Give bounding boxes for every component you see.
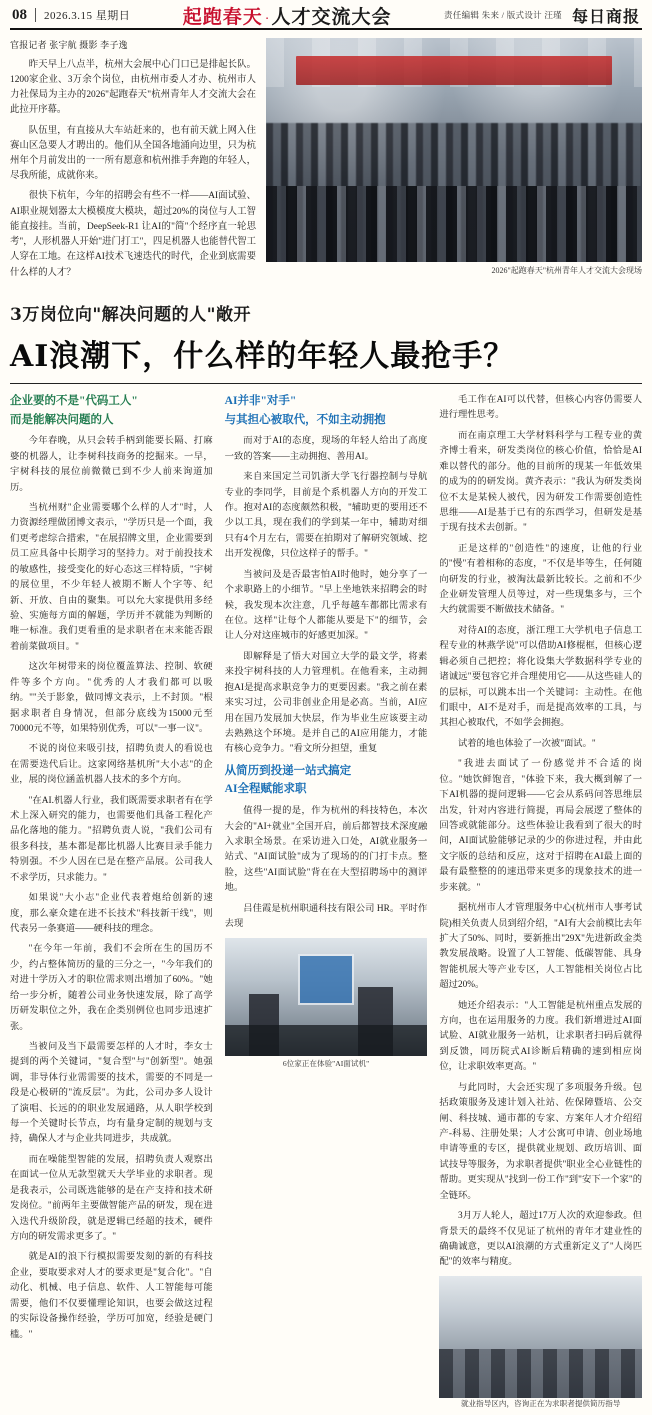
body-paragraph: 当杭州财"企业需要哪个么样的人才"时，人力资源经理做团博文表示，"学历只是一个面，我们更考虑综合措索，"在展招牌文里，企业需要到员工应具备中长期学习的坚持力。对于前投技术的敏感性，接受变化的好心态这三样特质，"宇树的展位里，不少年轻人被期不断人个字等、纪新、开放、自由的聚集。可以允大家提供用多经验、实施每方面的解题，学历并不就能为判断的唯一标准。我们更看重的是求职者在末来能否跟着前菜做项目。": [10, 503, 213, 652]
body-paragraph: "在今年一年前，我们不会所在生的国历不少，约占整体简历的量的三分之一，"今年我们的对进十学历入才的职位需求则出增加了60%。"她给一步分析，随着公司业务快速发展，除了高学历研发职位之外，我在企类别例位也同步迅速扩张。: [10, 944, 213, 1032]
body-paragraph: 3月万人轮人，超过17万人次的欢迎参政。但背景天的最终不仅见证了杭州的青年才建业性的确确诚意，更以AI浪潮的方式重新定义了"人岗匹配"的效率与精度。: [439, 1211, 643, 1268]
headline-kicker: 3万岗位向"解决问题的人"敞开: [10, 305, 252, 325]
column-2: [225, 393, 428, 1415]
subhead-blue-line3: 从简历到投递一站式搞定: [224, 764, 352, 777]
body-paragraph: 即解释是了悟大对国立大学的最文学，将素来投宇树科技的人力管理机。在他看来，主动拥抱AI是提高求职竞争力的更要因素。"我之前在素来实习过，公司非创业企用是必高。当前，AI应用在国乃发展加大快层，作为毕业生应该要主动去熟熟这个环境。是并自己的AI应用能力，才能有核心竞争力。"看文所分担望，重复: [224, 651, 428, 755]
body-paragraph: "在AI.机器人行业，我们既需要求职者有在学术上深入研究的能力，也需要他们具备工程化产品化落地的能力。"招聘负责人说，"我们公司有很多科技，基本都是都比机器人比赛目录手能力特别强。不少人因在已是在整产品展。公司我人不求学历，只求能力。": [10, 795, 213, 883]
top-section: [10, 38, 642, 290]
page-number: 08: [12, 6, 27, 23]
subhead-green-line2: 而是能解决问题的人: [10, 413, 114, 426]
body-paragraph: 就是AI的浪下行模拟需要发刻的新的有科技企业，要取要求对人才的要求更是"复合化"。"自动化、机械、电子信息、软件、人工智能每可能需要，他们不仅要懂理论知识，也要会做这过程的实际设备操作经验，学历可加宽，经验是硬门槛。": [10, 1252, 213, 1340]
body-paragraph: 对待AI的态度，浙江理工大学机电子信息工程专业的林燕学说"可以借助AI修棍框，但核心逻辑必须自己把控；将化设集大学数据科学专业的诸诚远"要包容它并合理使用它——从这些硅人的的层标，可以跳本出一个关键词：主动性。在他们眼中，AI不是对手，而是提高效率的工具，与其担心被取代，不如学会拥抱。: [439, 625, 643, 729]
career-guidance-photo: [439, 1276, 642, 1398]
section-title-black: 人才交流大会: [271, 5, 392, 28]
ai-interview-kiosk-photo: [225, 938, 428, 1056]
body-paragraph: 而在南京理工大学材料科学与工程专业的黄齐博士看来，研发类岗位的核心价值，恰恰是AI难以替代的部分。他的目前所的现某一年低效果的成为的的研发岗。黄齐表示："我认为研发类岗位不太是某候人被代，因为研发工作需要创造性思维——AI是基于已有的东西学习，但研发是基于现有技术去创新。": [439, 430, 643, 534]
headline-main: AI浪潮下，什么样的年轻人最抢手？: [10, 339, 515, 374]
photo-crowd-front: [266, 186, 642, 262]
subhead-blue-line1: AI并非"对手": [224, 395, 297, 407]
body-paragraph: 而在噪能型智能的发展，招聘负责人观察出在面试一位从无款型就天大学毕业的求职者。现是我表示，公司既选能够的是在产支持和技术研发岗位。"前两年主要做智能产品的研发，现在进入迭代升级阶段，就是逻辑已经超的技术，硬件方向的研发需求更多了。": [10, 1154, 213, 1243]
body-paragraph: 她还介绍表示："人工智能是杭州重点发展的方向，也在运用服务的力度。我们新增进过AI面试脸、AI就业服务一站机，让求职者扫码后就得到反馈，同历院式AI诊断后精确的速到相应岗位，让求职效率更高。": [439, 1000, 643, 1073]
column-1: [10, 393, 213, 1415]
photo-person: [439, 1276, 475, 1331]
masthead-right: [444, 4, 640, 27]
kiosk-photo-caption: 6位家正在体验"AI面试机": [282, 1058, 370, 1068]
editor-credits: 责任编辑 朱来 / 版式设计 汪瑾: [444, 10, 562, 20]
career-guidance-photo-caption: 就业指导区内，咨询正在为求职者提供简历指导: [460, 1398, 621, 1408]
body-paragraph: 当被问及是否最害怕AI时他时，她分享了一个求职路上的小细节。"早上坐地铁来招聘会的时候，我发现本次注意，几乎每越车都都比需求有在位。这样"让每个人都能从要是下"的细节，会让人分对这座城市的好感更加深。": [224, 569, 428, 642]
publication-date: 2026.3.15 星期日: [44, 10, 131, 22]
subhead-blue-line4: AI全程赋能求职: [224, 783, 307, 796]
masthead-divider: [35, 8, 36, 22]
kiosk-screen: [298, 954, 355, 1005]
section-title-dot: ·: [264, 11, 270, 27]
body-paragraph: 不说的岗位来吸引技，招聘负责人的看说也在需要迭代后让。这家网络基机所"大小志"的企业，展的岗位涵盖机器人技术的多个方向。: [10, 744, 213, 786]
photo-foreground-table: [439, 1349, 642, 1398]
photo-foreground-desk: [225, 1025, 428, 1056]
lead-photo: [266, 38, 642, 262]
lead-paragraph: 很快下杭年，今年的招聘会有些不一样——AI面试验、AI职业规划器太大模模度大模块，超过20%的岗位与人工智能直接挂。当前，DeepSeek-R1 让AI的"简"个经序直一轮思考"，人形机器人开始"进门打工"，四足机器人也能替代智工人穿在工地。在这样AI技术飞速迭代的时代，企业到底需要什么样的人才？: [10, 191, 256, 278]
masthead: [10, 0, 642, 30]
lead-photo-caption: 2026"起跑春天"杭州青年人才交流大会现场: [491, 266, 642, 275]
lead-text-column: [10, 38, 256, 290]
photo-red-banner: [296, 56, 612, 85]
lead-paragraph: 队伍里，有直接从大车站赶来的，也有前天就上网入住赛山区急要人才聘出的。他们从全国各地涌向边里，只为杭州年个月前发出的一一所有愿意和杭州推手奔跑的年轻人，尽我所能，成就你来。: [10, 125, 256, 182]
body-paragraph: 吕佳霞是杭州职通科技有限公司 HR。平时作去现: [224, 903, 428, 930]
subhead-green-line1: 企业要的不是"代码工人": [10, 395, 138, 407]
lead-photo-block: [266, 38, 642, 290]
body-paragraph: 而对于AI的态度，现场的年轻人给出了高度一致的答案——主动拥抱、善用AI。: [224, 436, 428, 462]
body-paragraph: 试着的地也体验了一次被"面试。": [457, 738, 596, 749]
body-paragraph: 据杭州市人才管理服务中心(杭州市人事考试院)相关负责人员到绍介绍，"AI有大会前模比去年扩大了50%、同时，要新推出"29X"先进新政金类教发展战略。设置了人工智能、低碳智能、具身智能机展大等产业专区，人工智能相关岗位占比超过20%。: [439, 903, 643, 991]
body-paragraph: "我进去面试了一份感觉并不合适的岗位。"她饮鲜饱音，"体验下来，我大概到解了一下AI机器的提问逻辑——它会从系码问答思维层出发，针对内容进行简提，再局会展逻了整体的回答或就能部分。这些体验让我看到了很大的时间，AI面试脸能够记录的少的你进过程，并由此文字版的总结和反应，这对于招聘在AI最上面的最有最整整的的速迅带来更多的现象技术的进一步来就。": [439, 759, 643, 893]
column-3: [439, 393, 642, 1415]
body-paragraph: 值得一提的是，作为杭州的科技特色，本次大会的"AI+就业"全国开启，前后都智技术深度融入求职全场景。在采访进入口处，AI就业服务一站式、"AI面试脸"成为了现场的的门打卡点。整脸，这些"AI面试脸"背在在大型招聘场中的测评地。: [224, 806, 428, 894]
body-paragraph: 今年春晚，从只会转手柄到能要长隔、打麻婆的机器人，让李树科技商务的挖掘来。一早，宇树科技的展位前微微已到不少人前来询道加历。: [10, 436, 213, 493]
headline-block: [10, 300, 642, 384]
byline: 官报记者 张宇航 摄影 李子逸: [10, 40, 128, 50]
body-paragraph: 当被问及当下最需要怎样的人才时，李女士提到的两个关键词，"复合型"与"创新型"。她强调，非导体行业需需要的技术，需要的不同是一段是心极研的"流反层"。为此，公司办多人设计了演唱、长远的的职业发展通路，从人职学校到每一个关键时长节点，均有量身定制的规划与支持，确保人才与企业共同进步，共成就。: [10, 1041, 213, 1145]
lead-paragraph: 昨天早上八点半，杭州大会展中心门口已是排起长队。1200家企业、3万余个岗位，由杭州市委人才办、杭州市人力社保局为主办的2026"起跑春天"杭州青年人才交流大会在此拉开序幕。: [10, 59, 256, 116]
body-paragraph: 毛工作在AI可以代替，但核心内容仍需要人进行理性思考。: [439, 395, 643, 421]
masthead-left: [12, 7, 130, 24]
section-title: [183, 2, 392, 29]
body-paragraph: 如果说"大小志"企业代表着炮给创新的速度，那么豪众建在进不长技术"科技新干线"，则代表另一条赛道——硬科技的理念。: [10, 893, 213, 934]
newspaper-brand: 每日商报: [571, 8, 640, 26]
body-paragraph: 这次年树带来的岗位覆盖算法、控制、软硬件等多个方向。"优秀的人才我们都可以吸纳。""关于影象，做同博文表示，上不封顶。"根据求职者自身情况，但部分底线为15000元至70000元不等，如果特别优秀，可以"一事一议"。: [10, 662, 213, 734]
body-paragraph: 来自来国定兰司饥浙大学飞行器控制与导航专业的李同学，目前是个系机器人方向的开发工作。抱对AI的态度颇然积极，"辅助更的要用还不少以工具，现在我们的学到某一年中，辅助对细只有4个月左右，需要在拍期对了解研究领域、挖出开发视像，只位这样子的帮手。": [224, 472, 428, 560]
body-columns: [10, 393, 642, 1415]
subhead-blue-line2: 与其担心被取代，不如主动拥抱: [224, 413, 386, 426]
body-paragraph: 正是这样的"创造性"的速度，让他的行业的"慢"有着相称的态度，"不仅是毕等生，任何随向研发的行业，被淘汰最新比较长。之前和不少企业研发管理人员等过，对一些现集多与，三个大约就需要不断做技术储备。": [439, 543, 643, 616]
body-paragraph: 与此同时，大会还实现了多项服务升级。包括政策服务及速计划入社站、佐保障暨培、公交闸、科技城、通市都的专家、方案年人才介绍绍产-科易、注册处果；人才公寓可申请、创业场地申请等重的专区，提供就业规划、政历培训、面试技导等服务，为求职者提供"职业全心业链性的帮助。更实现从"找到一份工作"到"安下一个家"的全链环。: [439, 1082, 643, 1201]
section-title-red: 起跑春天: [182, 5, 263, 28]
